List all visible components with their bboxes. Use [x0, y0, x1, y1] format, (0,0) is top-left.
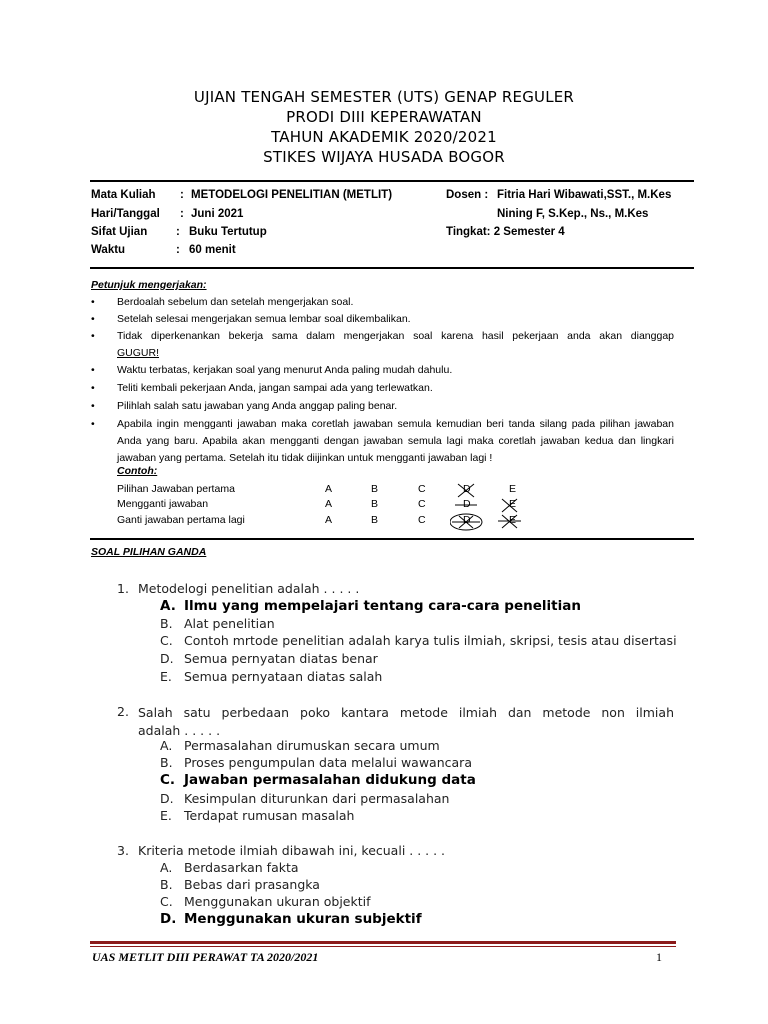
option-letter: D.: [160, 791, 174, 806]
exam-type-value: Buku Tertutup: [189, 226, 267, 238]
section-title: SOAL PILIHAN GANDA: [91, 546, 207, 558]
duration-label: Waktu: [91, 244, 126, 256]
info-divider: [90, 267, 694, 269]
duration-value: 60 menit: [189, 244, 236, 256]
option-correct: [160, 911, 422, 927]
option-correct: [160, 772, 476, 788]
bullet: •: [91, 330, 95, 342]
option-text: Semua pernyataan diatas salah: [184, 669, 383, 684]
example-heading: Contoh:: [117, 465, 158, 477]
bullet: •: [91, 296, 95, 308]
option-text: Contoh mrtode penelitian adalah karya tulis ilmiah, skripsi, tesis atau disertasi: [184, 633, 677, 648]
option-letter: E.: [160, 808, 172, 823]
header-divider: [90, 180, 694, 182]
example-letter: D: [463, 483, 471, 495]
option-letter: B.: [160, 755, 173, 770]
example-letter: B: [371, 498, 379, 510]
question-text: Metodelogi penelitian adalah . . . . .: [138, 581, 360, 596]
option: [160, 669, 382, 684]
instruction-item: Teliti kembali pekerjaan Anda, jangan sampai ada yang terlewatkan.: [117, 382, 433, 394]
option: [160, 738, 440, 753]
level-semester: Tingkat: 2 Semester 4: [446, 226, 565, 238]
example-letter: C: [418, 483, 426, 495]
date-label: Hari/Tanggal: [91, 208, 160, 220]
option-text: Permasalahan dirumuskan secara umum: [184, 738, 440, 753]
example-row-label: Mengganti jawaban: [117, 498, 209, 510]
gugur-text: GUGUR!: [117, 347, 159, 359]
duration-sep: :: [176, 244, 180, 256]
option-text: Jawaban permasalahan didukung data: [184, 772, 476, 788]
instructions-heading: Petunjuk mengerjakan:: [91, 279, 207, 291]
lecturer-2: Nining F, S.Kep., Ns., M.Kes: [497, 208, 649, 220]
example-letter: A: [325, 498, 333, 510]
option: [160, 860, 299, 875]
option-letter: B.: [160, 616, 173, 631]
option-letter: A.: [160, 860, 173, 875]
page-number: 1: [656, 950, 662, 964]
example-letter: E: [509, 483, 517, 495]
option-letter: A.: [160, 598, 176, 614]
bullet: •: [91, 400, 95, 412]
instruction-item: Setelah selesai mengerjakan semua lembar soal dikembalikan.: [117, 313, 411, 325]
example-letter: B: [371, 514, 379, 526]
date-sep: :: [180, 208, 184, 220]
example-letter: C: [418, 514, 426, 526]
option-text: Terdapat rumusan masalah: [184, 808, 355, 823]
course-value: METODELOGI PENELITIAN (METLIT): [191, 189, 393, 201]
bullet: •: [91, 313, 95, 325]
example-letter: B: [371, 483, 379, 495]
example-letter: E: [509, 514, 517, 526]
question-text: Salah satu perbedaan poko kantara metode ilmiah dan metode non ilmiah adalah . . . . .: [138, 705, 674, 738]
option-letter: A.: [160, 738, 173, 753]
option-text: Menggunakan ukuran subjektif: [184, 911, 422, 927]
program-title: PRODI DIII KEPERAWATAN: [286, 108, 482, 126]
example-letter: A: [325, 514, 333, 526]
option-text: Semua pernyatan diatas benar: [184, 651, 378, 666]
instruction-item: Tidak diperkenankan bekerja sama dalam mengerjakan soal karena hasil pekerjaan anda akan dianggap: [117, 330, 674, 342]
option-text: Ilmu yang mempelajari tentang cara-cara penelitian: [184, 598, 581, 614]
example-letter: C: [418, 498, 426, 510]
footer-rule-thin: [90, 946, 676, 947]
option-text: Kesimpulan diturunkan dari permasalahan: [184, 791, 450, 806]
bullet: •: [91, 382, 95, 394]
option-letter: C.: [160, 772, 176, 788]
exam-type-sep: :: [176, 226, 180, 238]
question-number: 1.: [117, 581, 129, 596]
exam-type-label: Sifat Ujian: [91, 226, 148, 238]
instruction-item: Waktu terbatas, kerjakan soal yang menurut Anda paling mudah dahulu.: [117, 364, 453, 376]
option: [160, 616, 275, 631]
option-letter: C.: [160, 633, 173, 648]
instruction-item: Berdoalah sebelum dan setelah mengerjakan soal.: [117, 296, 354, 308]
option: [160, 755, 472, 770]
option-letter: B.: [160, 877, 173, 892]
example-row-label: Pilihan Jawaban pertama: [117, 483, 235, 495]
option: [160, 808, 354, 823]
institution-name: STIKES WIJAYA HUSADA BOGOR: [263, 148, 505, 166]
lecturer-1: Fitria Hari Wibawati,SST., M.Kes: [497, 189, 672, 201]
footer-title: UAS METLIT DIII PERAWAT TA 2020/2021: [92, 950, 319, 964]
question-number: 2.: [117, 704, 129, 719]
course-label: Mata Kuliah: [91, 189, 156, 201]
option-letter: C.: [160, 894, 173, 909]
course-sep: :: [180, 189, 184, 201]
option: [160, 633, 677, 648]
option-correct: [160, 598, 581, 614]
instruction-item: Apabila ingin mengganti jawaban maka coretlah jawaban semula kemudian beri tanda silang pada pilihan jawaban Anda yang baru. Apabila akan mengganti dengan jawaban semula lagi maka coretlah jawaban kedua dan lingkari jawaban yang pertama. Setelah itu tidak diijinkan untuk mengganti jawaban lagi !: [117, 418, 674, 464]
date-value: Juni 2021: [191, 208, 244, 220]
option: [160, 651, 378, 666]
example-letter: D: [463, 498, 471, 510]
example-letter: E: [509, 498, 517, 510]
instructions-divider: [90, 538, 694, 540]
option-letter: D.: [160, 911, 177, 927]
option-letter: E.: [160, 669, 172, 684]
option-text: Proses pengumpulan data melalui wawancara: [184, 755, 472, 770]
question-number: 3.: [117, 843, 129, 858]
option-letter: D.: [160, 651, 174, 666]
example-letter: A: [325, 483, 333, 495]
bullet: •: [91, 418, 95, 430]
example-row-label: Ganti jawaban pertama lagi: [117, 514, 245, 526]
lecturer-label: Dosen :: [446, 189, 489, 201]
option-text: Alat penelitian: [184, 616, 275, 631]
option: [160, 791, 449, 806]
example-letter: D: [463, 514, 471, 526]
option-text: Bebas dari prasangka: [184, 877, 320, 892]
exam-title: UJIAN TENGAH SEMESTER (UTS) GENAP REGULER: [193, 88, 575, 106]
option-text: Berdasarkan fakta: [184, 860, 299, 875]
example-marks: [450, 480, 530, 532]
footer-rule: [90, 941, 676, 944]
bullet: •: [91, 364, 95, 376]
question-text: Kriteria metode ilmiah dibawah ini, kecuali . . . . .: [138, 843, 446, 858]
instruction-item: Pilihlah salah satu jawaban yang Anda anggap paling benar.: [117, 400, 398, 412]
option-text: Menggunakan ukuran objektif: [184, 894, 371, 909]
academic-year: TAHUN AKADEMIK 2020/2021: [271, 128, 497, 146]
option: [160, 894, 371, 909]
option: [160, 877, 320, 892]
